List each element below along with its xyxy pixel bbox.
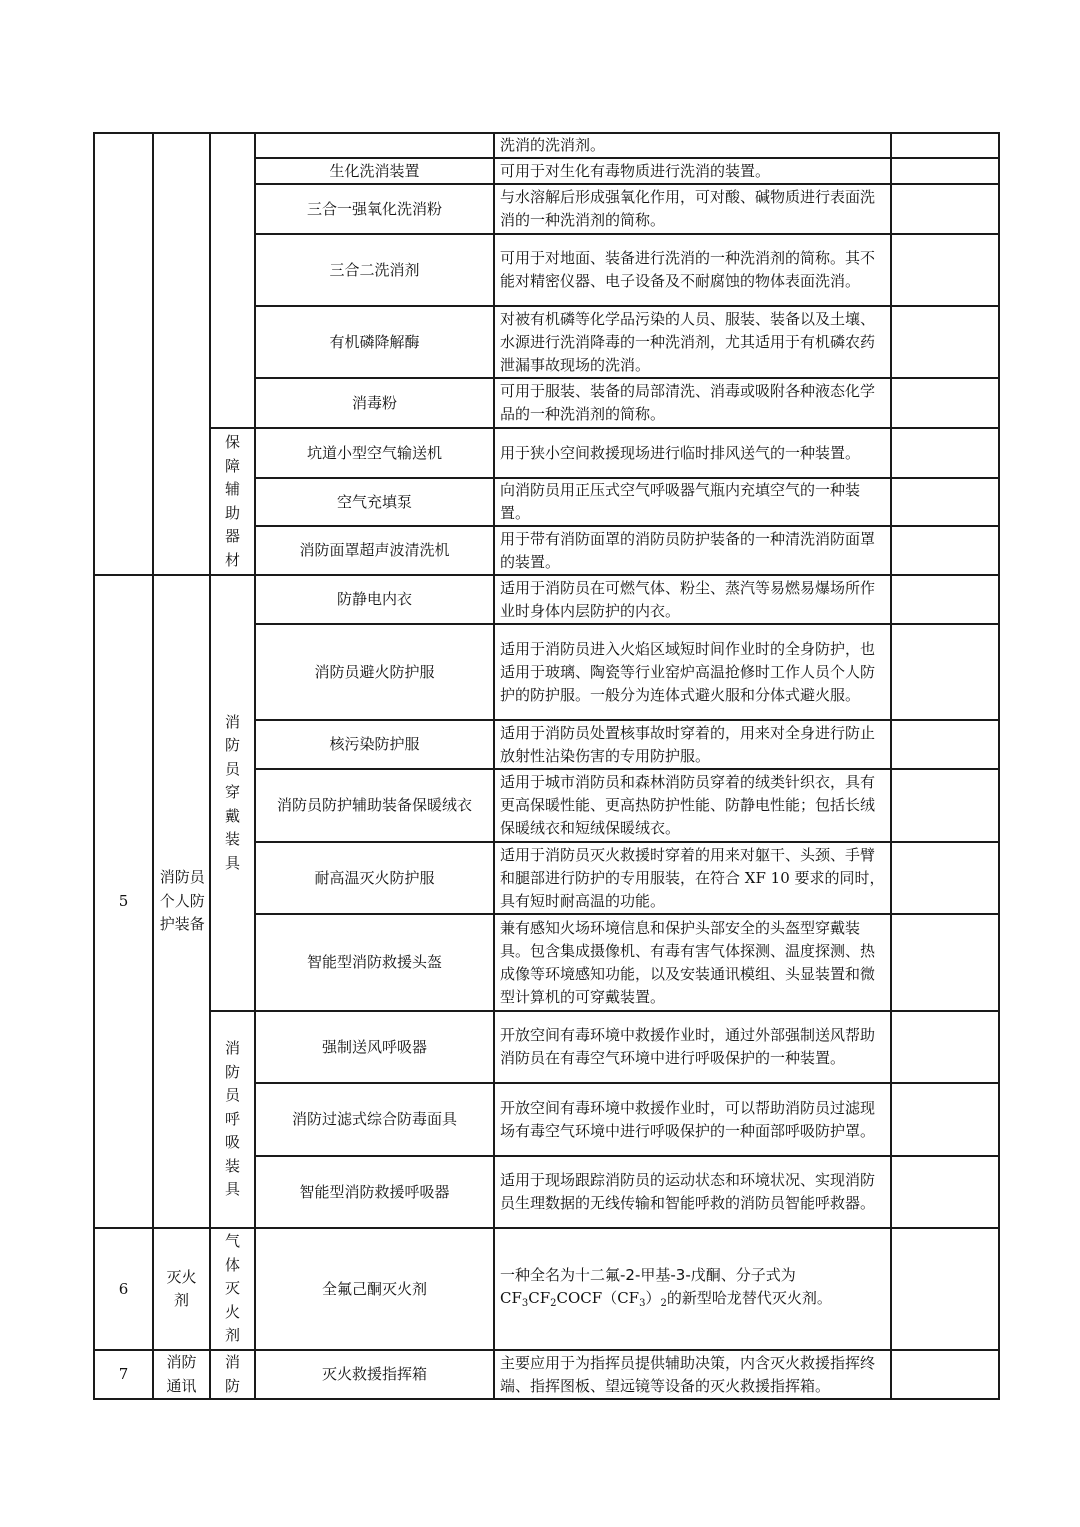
item-name: 生化洗消装置 bbox=[255, 158, 494, 184]
item-description: 适用于城市消防员和森林消防员穿着的绒类针织衣，具有更高保暖性能、更高热防护性能、防静电性能；包括长绒保暖绒衣和短绒保暖绒衣。 bbox=[494, 769, 891, 842]
remark-cell bbox=[891, 1011, 999, 1083]
subcategory-label: 消防员呼吸装具 bbox=[224, 1039, 240, 1199]
item-description: 开放空间有毒环境中救援作业时，通过外部强制送风帮助消防员在有毒空气环境中进行呼吸保护的一种装置。 bbox=[494, 1011, 891, 1083]
subcategory-cell bbox=[210, 428, 255, 575]
item-description bbox=[494, 842, 891, 914]
category-cell bbox=[153, 1228, 210, 1350]
item-description: 开放空间有毒环境中救援作业时，可以帮助消防员过滤现场有毒空气环境中进行呼吸保护的一种面部呼吸防护罩。 bbox=[494, 1083, 891, 1156]
chemical-formula bbox=[500, 1289, 667, 1307]
table-row bbox=[94, 575, 999, 624]
subcategory-cell bbox=[210, 1228, 255, 1350]
remark-cell bbox=[891, 133, 999, 158]
remark-cell bbox=[891, 184, 999, 234]
subcategory-cell bbox=[210, 1350, 255, 1399]
description-text: 适用于消防员灭火救援时穿着的用来对躯干、头颈、手臂和腿部进行防护的专用服装，在符合 bbox=[500, 845, 876, 887]
item-name: 坑道小型空气输送机 bbox=[255, 428, 494, 478]
formula-subscript: 3 bbox=[639, 1297, 646, 1309]
formula-part: CF bbox=[528, 1288, 551, 1307]
item-name: 智能型消防救援头盔 bbox=[255, 914, 494, 1011]
formula-part: ） bbox=[645, 1288, 661, 1307]
row-number: 5 bbox=[94, 575, 153, 1228]
formula-subscript: 3 bbox=[521, 1297, 529, 1309]
category-label: 消防通讯 bbox=[166, 1353, 197, 1395]
remark-cell bbox=[891, 1156, 999, 1228]
remark-cell bbox=[891, 914, 999, 1011]
table-row bbox=[94, 133, 999, 158]
row-number: 7 bbox=[94, 1350, 153, 1399]
description-text: 要求的同时，具有短时耐高温的功能。 bbox=[500, 868, 885, 910]
item-description: 适用于消防员进入火焰区域短时间作业时的全身防护，也适用于玻璃、陶瓷等行业窑炉高温抢修时工作人员个人防护的防护服。一般分为连体式避火服和分体式避火服。 bbox=[494, 624, 891, 720]
item-name: 强制送风呼吸器 bbox=[255, 1011, 494, 1083]
item-name: 智能型消防救援呼吸器 bbox=[255, 1156, 494, 1228]
item-description: 可用于对地面、装备进行洗消的一种洗消剂的简称。其不能对精密仪器、电子设备及不耐腐蚀的物体表面洗消。 bbox=[494, 234, 891, 306]
item-name: 三合二洗消剂 bbox=[255, 234, 494, 306]
remark-cell bbox=[891, 306, 999, 378]
subcategory-cell bbox=[210, 1011, 255, 1228]
item-name: 消毒粉 bbox=[255, 378, 494, 428]
item-description: 可用于服装、装备的局部清洗、消毒或吸附各种液态化学品的一种洗消剂的简称。 bbox=[494, 378, 891, 428]
item-description: 用于狭小空间救援现场进行临时排风送气的一种装置。 bbox=[494, 428, 891, 478]
item-name: 三合一强氧化洗消粉 bbox=[255, 184, 494, 234]
item-description: 用于带有消防面罩的消防员防护装备的一种清洗消防面罩的装置。 bbox=[494, 526, 891, 575]
item-name bbox=[255, 133, 494, 158]
table-row bbox=[94, 1228, 999, 1350]
remark-cell bbox=[891, 234, 999, 306]
category-label: 消防员个人防护装备 bbox=[159, 868, 205, 934]
remark-cell bbox=[891, 1228, 999, 1350]
remark-cell bbox=[891, 720, 999, 769]
item-name: 灭火救援指挥箱 bbox=[255, 1350, 494, 1399]
remark-cell bbox=[891, 1350, 999, 1399]
subcategory-cell bbox=[210, 133, 255, 428]
category-cell bbox=[153, 133, 210, 575]
item-description: 主要应用于为指挥员提供辅助决策，内含灭火救援指挥终端、指挥图板、望远镜等设备的灭火救援指挥箱。 bbox=[494, 1350, 891, 1399]
item-name: 耐高温灭火防护服 bbox=[255, 842, 494, 914]
remark-cell bbox=[891, 428, 999, 478]
subcategory-label: 保障辅助器材 bbox=[224, 433, 240, 569]
standard-code: XF 10 bbox=[744, 868, 790, 887]
item-name: 核污染防护服 bbox=[255, 720, 494, 769]
remark-cell bbox=[891, 158, 999, 184]
subcategory-label: 消防员穿戴装具 bbox=[224, 712, 240, 872]
description-text: 的新型哈龙替代灭火剂。 bbox=[666, 1288, 832, 1307]
subcategory-cell bbox=[210, 575, 255, 1011]
item-description: 洗消的洗消剂。 bbox=[494, 133, 891, 158]
item-description: 兼有感知火场环境信息和保护头部安全的头盔型穿戴装具。包含集成摄像机、有毒有害气体探测、温度探测、热成像等环境感知功能，以及安装通讯模组、头显装置和微型计算机的可穿戴装置。 bbox=[494, 914, 891, 1011]
item-description: 适用于消防员处置核事故时穿着的，用来对全身进行防止放射性沾染伤害的专用防护服。 bbox=[494, 720, 891, 769]
item-description: 对被有机磷等化学品污染的人员、服装、装备以及土壤、水源进行洗消降毒的一种洗消剂，尤其适用于有机磷农药泄漏事故现场的洗消。 bbox=[494, 306, 891, 378]
table-row bbox=[94, 1350, 999, 1399]
item-description: 向消防员用正压式空气呼吸器气瓶内充填空气的一种装置。 bbox=[494, 478, 891, 526]
category-cell bbox=[153, 1350, 210, 1399]
item-description: 适用于现场跟踪消防员的运动状态和环境状况、实现消防员生理数据的无线传输和智能呼救的消防员智能呼救器。 bbox=[494, 1156, 891, 1228]
subcategory-label: 气体灭火剂 bbox=[224, 1232, 240, 1345]
item-name: 防静电内衣 bbox=[255, 575, 494, 624]
item-description: 与水溶解后形成强氧化作用，可对酸、碱物质进行表面洗消的一种洗消剂的简称。 bbox=[494, 184, 891, 234]
item-name: 消防过滤式综合防毒面具 bbox=[255, 1083, 494, 1156]
description-text: 一种全名为十二氟-2-甲基-3-戊酮、分子式为 bbox=[500, 1265, 796, 1284]
item-name: 全氟己酮灭火剂 bbox=[255, 1228, 494, 1350]
formula-subscript: 2 bbox=[660, 1297, 667, 1309]
remark-cell bbox=[891, 624, 999, 720]
item-name: 空气充填泵 bbox=[255, 478, 494, 526]
remark-cell bbox=[891, 575, 999, 624]
remark-cell bbox=[891, 769, 999, 842]
category-cell bbox=[153, 575, 210, 1228]
remark-cell bbox=[891, 842, 999, 914]
num-cell bbox=[94, 133, 153, 575]
category-label: 灭火剂 bbox=[166, 1267, 197, 1309]
formula-part: COCF（CF bbox=[556, 1288, 640, 1307]
table-row bbox=[94, 1011, 999, 1083]
item-description: 可用于对生化有毒物质进行洗消的装置。 bbox=[494, 158, 891, 184]
subcategory-label: 消防 bbox=[224, 1353, 240, 1395]
item-name: 消防面罩超声波清洗机 bbox=[255, 526, 494, 575]
item-name: 消防员防护辅助装备保暖绒衣 bbox=[255, 769, 494, 842]
remark-cell bbox=[891, 478, 999, 526]
row-number: 6 bbox=[94, 1228, 153, 1350]
formula-subscript: 2 bbox=[550, 1297, 557, 1309]
remark-cell bbox=[891, 378, 999, 428]
item-name: 有机磷降解酶 bbox=[255, 306, 494, 378]
remark-cell bbox=[891, 1083, 999, 1156]
item-description bbox=[494, 1228, 891, 1350]
table-row bbox=[94, 428, 999, 478]
item-description: 适用于消防员在可燃气体、粉尘、蒸汽等易燃易爆场所作业时身体内层防护的内衣。 bbox=[494, 575, 891, 624]
item-name: 消防员避火防护服 bbox=[255, 624, 494, 720]
formula-part: CF bbox=[500, 1288, 522, 1307]
equipment-table bbox=[93, 132, 1000, 1400]
remark-cell bbox=[891, 526, 999, 575]
